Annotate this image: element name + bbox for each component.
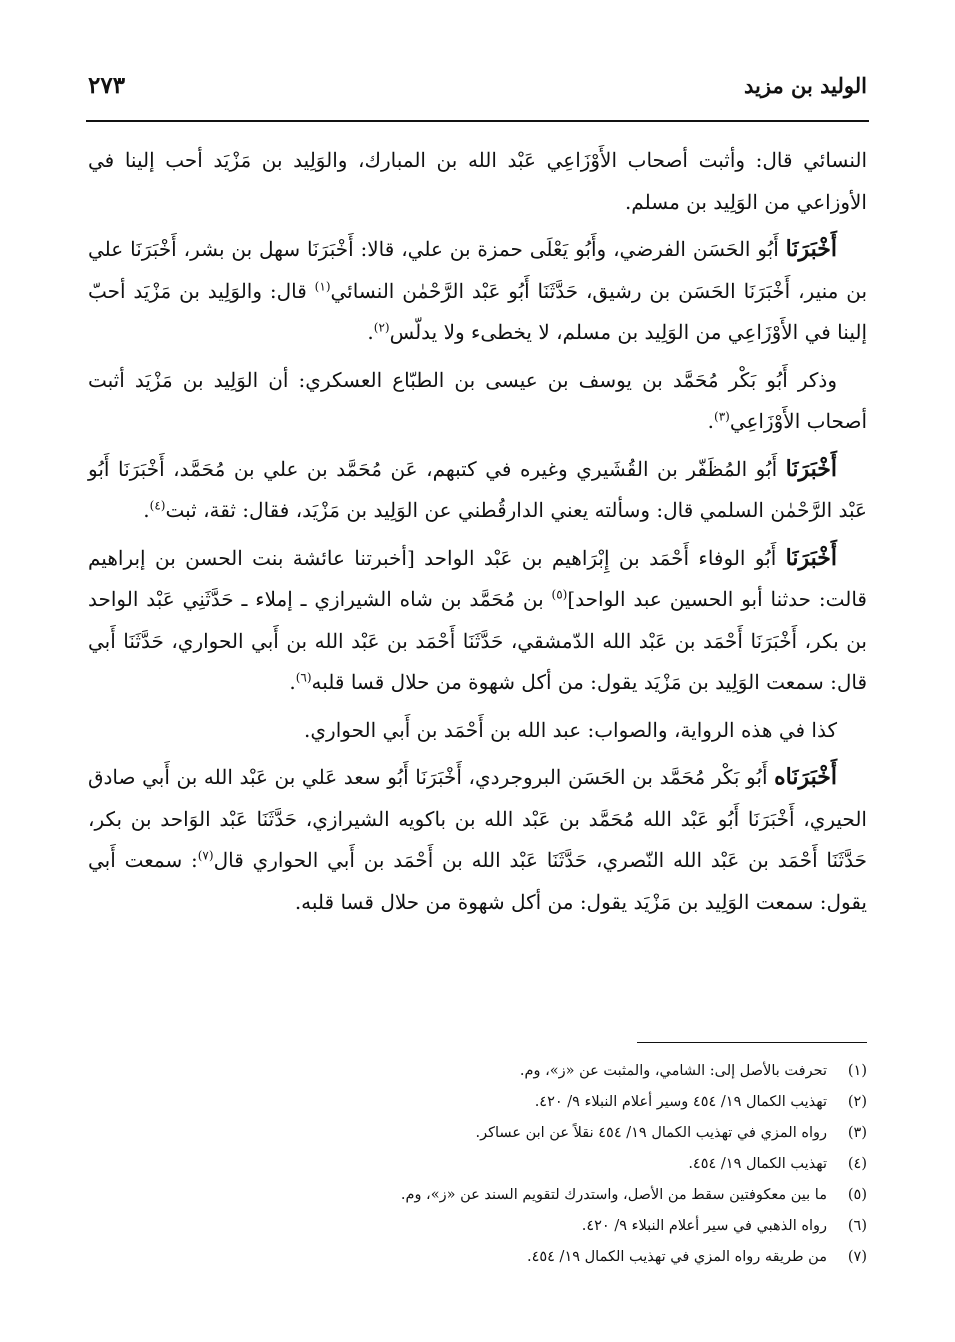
paragraph-text: قال: والوَلِيد بن مَزْيَد أحبّ إلينا في الأَوْزَاعِي من الوَلِيد بن مسلم، لا يخطىء ولا يدلّس [88, 278, 867, 344]
footnote [88, 1149, 867, 1180]
footnote-ref[interactable]: (٣) [714, 409, 730, 424]
paragraph-text: . [143, 498, 150, 522]
paragraph-text: وذكر أَبُو بَكْر مُحَمَّد بن يوسف بن عيسى بن الطبّاع العسكري: أن الوَلِيد بن مَزْيَد أثبت أصحاب الأَوْزَاعِي [88, 367, 867, 433]
paragraph-text: . [289, 670, 296, 694]
paragraph-4 [88, 449, 867, 532]
footnote [88, 1087, 867, 1118]
footnote-separator [637, 1042, 867, 1043]
footnote [88, 1118, 867, 1149]
footnote-number: (٤) [847, 1156, 867, 1172]
footnote [88, 1056, 867, 1087]
footnote [88, 1211, 867, 1242]
footnote [88, 1242, 867, 1273]
footnotes [88, 1056, 867, 1273]
footnote-ref[interactable]: (٦) [295, 670, 312, 685]
running-title: الوليد بن مزيد [744, 73, 867, 98]
header-rule [86, 120, 869, 122]
paragraph-6 [88, 710, 867, 752]
paragraph-lead: أَخْبَرَنَاه [774, 764, 837, 790]
paragraph-3 [88, 360, 867, 443]
paragraph-text: بن مُحَمَّد بن شاه الشيرازي ـ إملاء ـ حَدَّثَنِي عَبْد الواحد بن بكر، أَخْبَرَنَا أَحْمَد بن عَبْد الله الدّمشقي، حَدَّثَنَا أَحْمَد بن عَبْد الله بن أَبي الحواري، حَدَّثَنَا أَبي قال: سمعت الوَلِيد بن مَزْيَد يقول: من أكل شهوة من حلال قسا قلبه [88, 587, 867, 694]
page-number: ٢٧٣ [88, 72, 126, 99]
main-text [88, 140, 867, 929]
footnote-text: ما بين معكوفتين سقط من الأصل، واستدرك لتقويم السند عن «ز»، وم. [400, 1187, 827, 1203]
footnote-text: رواه الذهبي في سير أعلام النبلاء ٩/ ٤٢٠. [581, 1218, 827, 1234]
paragraph-1 [88, 140, 867, 223]
paragraph-5 [88, 538, 867, 704]
footnote-number: (٢) [847, 1094, 867, 1110]
footnote-number: (٧) [847, 1249, 867, 1265]
footnote-number: (٦) [847, 1218, 867, 1234]
footnote-text: تحرفت بالأصل إلى: الشامي، والمثبت عن «ز»، وم. [519, 1063, 827, 1079]
paragraph-text: : سمعت أَبي يقول: سمعت الوَلِيد بن مَزْيَد يقول: من أكل شهوة من حلال قسا قلبه. [88, 848, 867, 914]
footnote-text: تهذيب الكمال ١٩/ ٤٥٤ وسير أعلام النبلاء ٩/ ٤٢٠. [534, 1094, 827, 1110]
footnote-number: (١) [847, 1063, 867, 1079]
footnote-text: من طريقه رواه المزي في تهذيب الكمال ١٩/ ٤٥٤. [526, 1249, 827, 1265]
paragraph-text: أَبُو بَكْر مُحَمَّد بن الحَسَن البروجردي، أَخْبَرَنَا أَبُو سعد عَلي بن عَبْد الله بن أَبي صادق الحيري، أَخْبَرَنَا أَبُو عَبْد الله مُحَمَّد بن عَبْد الله بن باكويه الشيرازي، حَدَّثَنَا عَبْد الوَاحد بن بكر، حَدَّثَنَا أَحْمَد بن عَبْد الله النّصري، حَدَّثَنَا عَبْد الله بن أَحْمَد بن أَبي الحواري قال [88, 765, 867, 872]
paragraph-lead: أَخْبَرَنَا [785, 544, 837, 571]
footnote-ref[interactable]: (٧) [197, 848, 214, 863]
paragraph-2 [88, 229, 867, 354]
page-header [88, 72, 867, 112]
footnote-ref[interactable]: (٥) [551, 587, 568, 602]
footnote [88, 1180, 867, 1211]
footnote-text: تهذيب الكمال ١٩/ ٤٥٤. [688, 1156, 827, 1172]
footnote-ref[interactable]: (٢) [373, 320, 390, 335]
paragraph-lead: أَخْبَرَنَا [785, 236, 837, 262]
paragraph-lead: أَخْبَرَنَا [785, 455, 837, 482]
footnote-ref[interactable]: (٤) [149, 498, 166, 513]
paragraph-text: النسائي قال: وأثبت أصحاب الأَوْزَاعِي عَبْد الله بن المبارك، والوَلِيد بن مَزْيَد أحب إلينا في الأوزاعي من الوَلِيد بن مسلم. [88, 148, 867, 214]
footnote-number: (٣) [847, 1125, 867, 1141]
paragraph-7 [88, 757, 867, 923]
paragraph-text: أَبُو المُظَفّر بن القُشَيري وغيره في كتبهم، عَن مُحَمَّد بن علي بن مُحَمَّد، أَخْبَرَنَا أَبُو عَبْد الرَّحْمٰن السلمي قال: وسألته يعني الدارقُطني عن الوَلِيد بن مَزْيَد، فقال: ثقة، ثبت [88, 456, 867, 522]
paragraph-text: كذا في هذه الرواية، والصواب: عبد الله بن أَحْمَد بن أَبي الحواري. [304, 717, 837, 742]
footnote-ref[interactable]: (١) [314, 278, 331, 293]
footnote-number: (٥) [847, 1187, 867, 1203]
paragraph-text: . [367, 320, 374, 344]
paragraph-text: أَبُو الوفاء أَحْمَد بن إِبْرَاهيم بن عَبْد الواحد [أخبرتنا عائشة بنت الحسن بن إبراهيم قالت: حدثنا أبو الحسين عبد الواحد] [88, 545, 867, 611]
paragraph-text: . [707, 409, 714, 433]
footnote-text: رواه المزي في تهذيب الكمال ١٩/ ٤٥٤ نقلاً عن ابن عساكر. [475, 1125, 827, 1141]
paragraph-text: أَبُو الحَسَن الفرضي، وأَبُو يَعْلَى حمزة بن علي، قالا: أَخْبَرَنَا سهل بن بشر، أَخْبَرَنَا علي بن منير، أَخْبَرَنَا الحَسَن بن رشيق، حَدَّثَنَا أَبُو عَبْد الرَّحْمٰن النسائي [88, 237, 868, 303]
